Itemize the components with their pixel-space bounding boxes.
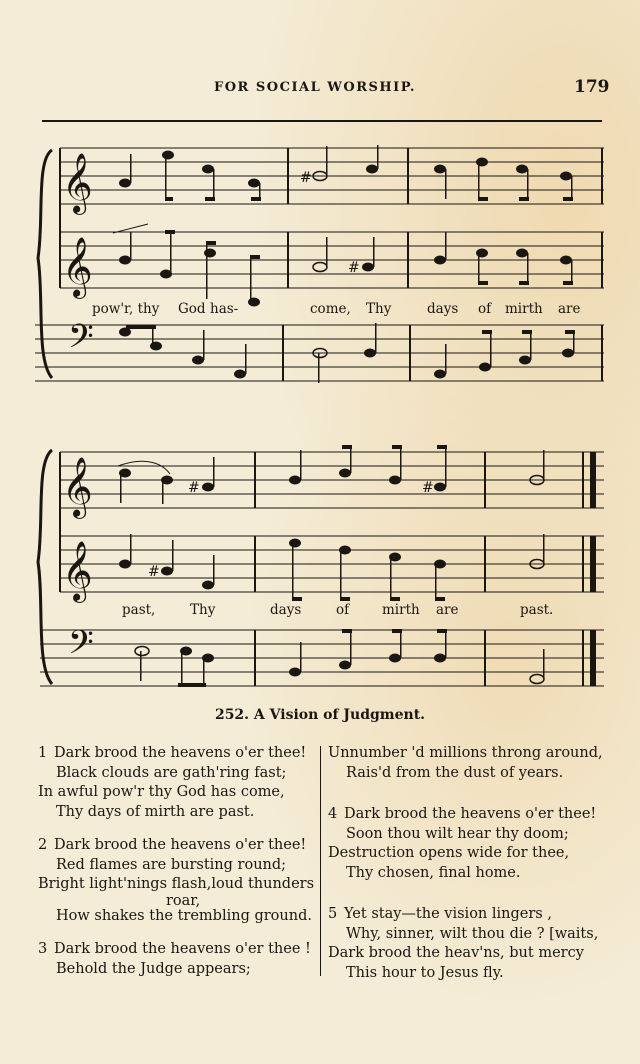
lyric: past.: [520, 602, 554, 618]
verse-number: 1: [38, 745, 48, 761]
verses-left-column: [38, 744, 320, 993]
music-system-1: [0, 140, 640, 390]
verse-line: Why, sinner, wilt thou die ? [waits,: [346, 925, 599, 942]
verse-line: In awful pow'r thy God has come,: [38, 784, 285, 800]
svg-text:𝄞: 𝄞: [62, 457, 93, 517]
verse-2: [38, 836, 320, 926]
verse-number: 5: [328, 906, 338, 922]
verse-5: [328, 905, 618, 983]
verse-line: Thy chosen, final home.: [346, 864, 521, 881]
verse-number: 2: [38, 837, 48, 853]
verse-4: [328, 805, 618, 883]
verse-line: Destruction opens wide for thee,: [328, 845, 570, 861]
verse-3-end: [328, 744, 618, 783]
verse-line: Unnumber 'd millions throng around,: [328, 745, 603, 761]
hymn-title: 252. A Vision of Judgment.: [214, 707, 426, 723]
lyric: mirth: [382, 602, 420, 618]
svg-text:#: #: [300, 170, 312, 186]
verse-line: Dark brood the heav'ns, but mercy: [328, 945, 584, 961]
verse-line: Behold the Judge appears;: [56, 960, 251, 977]
svg-text:𝄞: 𝄞: [62, 153, 93, 213]
verse-line: How shakes the trembling ground.: [56, 907, 312, 924]
music-system-2: [0, 440, 640, 695]
svg-text:#: #: [148, 564, 160, 580]
running-title: FOR SOCIAL WORSHIP.: [214, 80, 416, 95]
column-divider: [320, 746, 321, 976]
page-number: 179: [574, 77, 610, 97]
verse-line: roar,: [166, 892, 201, 909]
verse-line: Dark brood the heavens o'er thee!: [54, 837, 307, 853]
verse-line: This hour to Jesus fly.: [346, 964, 504, 981]
verses-right-column: [328, 744, 618, 997]
lyric: past,: [122, 602, 156, 618]
verse-line: Yet stay—the vision lingers ,: [344, 906, 552, 922]
svg-text:𝄢: 𝄢: [68, 318, 94, 364]
svg-text:𝄢: 𝄢: [68, 624, 94, 670]
verse-line: Black clouds are gath'ring fast;: [56, 764, 287, 781]
lyric: mirth: [505, 301, 543, 317]
lyric: are: [436, 602, 459, 618]
lyric: has-: [210, 301, 239, 317]
verse-line: Soon thou wilt hear thy doom;: [346, 825, 569, 842]
svg-text:#: #: [188, 480, 200, 496]
verse-line: Dark brood the heavens o'er thee!: [344, 806, 597, 822]
lyric: are: [558, 301, 581, 317]
verse-number: 3: [38, 941, 48, 957]
verse-line: Dark brood the heavens o'er thee !: [54, 941, 311, 957]
svg-text:𝄞: 𝄞: [62, 237, 93, 297]
lyric: come,: [310, 301, 351, 317]
svg-text:#: #: [422, 480, 434, 496]
verse-3-start: [38, 940, 320, 979]
verse-line: Bright light'nings flash,loud thunders: [38, 876, 315, 892]
verse-line: Rais'd from the dust of years.: [346, 764, 564, 781]
header-rule: [42, 120, 602, 122]
lyric: days: [427, 301, 459, 317]
lyric: days: [270, 602, 302, 618]
svg-text:𝄞: 𝄞: [62, 541, 93, 601]
verse-1: [38, 744, 320, 822]
verse-line: Red flames are bursting round;: [56, 856, 287, 873]
lyric: of: [478, 301, 492, 317]
lyric: Thy: [366, 301, 392, 317]
verse-number: 4: [328, 806, 338, 822]
lyric: God: [178, 301, 206, 317]
svg-text:#: #: [348, 260, 360, 276]
lyric: pow'r, thy: [92, 301, 160, 317]
verse-line: Thy days of mirth are past.: [56, 803, 255, 820]
verse-line: Dark brood the heavens o'er thee!: [54, 745, 307, 761]
lyric: of: [336, 602, 350, 618]
lyric: Thy: [190, 602, 216, 618]
